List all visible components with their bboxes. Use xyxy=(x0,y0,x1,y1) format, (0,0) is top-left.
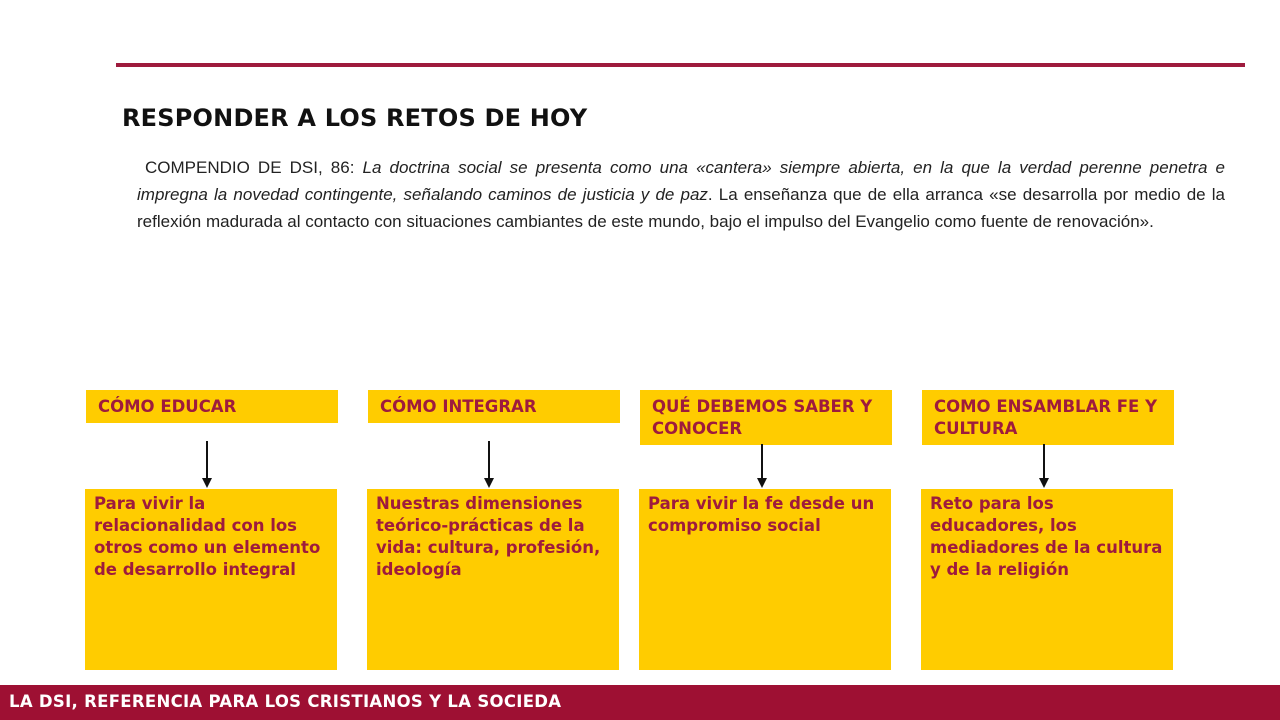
heading-label-3: QUÉ DEBEMOS SABER Y CONOCER xyxy=(652,397,873,438)
down-arrow-icon xyxy=(199,441,215,488)
down-arrow-icon xyxy=(754,444,770,488)
footer-bar xyxy=(0,685,1280,720)
heading-label-4: COMO ENSAMBLAR FE Y CULTURA xyxy=(934,397,1158,438)
heading-box-1 xyxy=(86,390,338,423)
heading-box-3 xyxy=(640,390,892,445)
detail-box-2 xyxy=(367,489,619,670)
heading-box-2 xyxy=(368,390,620,423)
detail-text-1: Para vivir la relacionalidad con los otros como un elemento de desarrollo integral xyxy=(94,494,321,579)
detail-box-3 xyxy=(639,489,891,670)
footer-text: LA DSI, REFERENCIA PARA LOS CRISTIANOS Y LA SOCIEDA xyxy=(9,692,562,711)
quote-source: COMPENDIO DE DSI, 86: xyxy=(145,158,363,177)
top-divider xyxy=(116,63,1245,67)
detail-text-3: Para vivir la fe desde un compromiso social xyxy=(648,494,875,535)
detail-text-2: Nuestras dimensiones teórico-prácticas de la vida: cultura, profesión, ideología xyxy=(376,494,601,579)
quote-italic-text: La doctrina social se presenta como una «cantera» siempre abierta, en la que la verdad perenne penetra e impregna la novedad contingente, señalando caminos de justicia y de paz xyxy=(137,158,1226,204)
detail-text-4: Reto para los educadores, los mediadores de la cultura y de la religión xyxy=(930,494,1163,579)
down-arrow-icon xyxy=(481,441,497,488)
heading-box-4 xyxy=(922,390,1174,445)
slide-title: RESPONDER A LOS RETOS DE HOY xyxy=(122,104,588,132)
detail-box-4 xyxy=(921,489,1173,670)
quote-paragraph xyxy=(137,154,1225,235)
down-arrow-icon xyxy=(1036,444,1052,488)
heading-label-2: CÓMO INTEGRAR xyxy=(380,397,537,416)
detail-box-1 xyxy=(85,489,337,670)
heading-label-1: CÓMO EDUCAR xyxy=(98,397,237,416)
quote-rest-text: . La enseñanza que de ella arranca «se desarrolla por medio de la reflexión madurada al contacto con situaciones cambiantes de este mundo, bajo el impulso del Evangelio como fuente de renovación». xyxy=(137,185,1225,231)
